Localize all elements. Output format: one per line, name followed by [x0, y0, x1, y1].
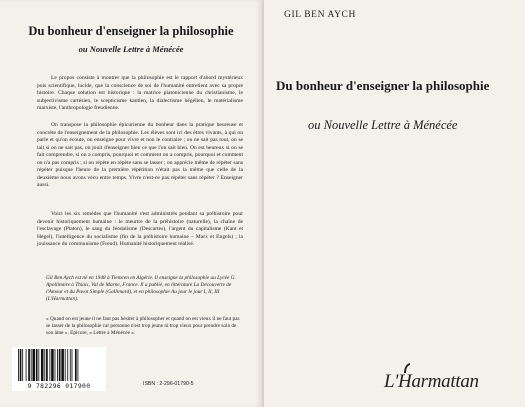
synopsis-paragraph-1: Le propos consiste à montrer que la philosophie est le rapport d'abord mystérieux puis scientifique, lucide, que la conscience de soi de l'humanité entretient avec sa propre histoire. Chaque solution est historique : la matrice platonicienne du christianisme, le subjectivisme cartésien, le scepticisme kantien, la dialectisme hégélien, le matérialisme marxiste, l'anthropologie freudienne. [37, 75, 243, 111]
synopsis-paragraph-2: On transpose la philosophie épicurienne du bonheur dans la pratique heureuse et concrète de l'enseignement de la philosophie. Les élèves sont ici des êtres vivants, à qui on parle et qu'on écoute, on enseigne pour vivre et non le contraire ; on ne sait pas tout, on se tait si on ne sait pas, on jouit d'enseigner bien ce que l'on sait bien. On est heureux si on se fait comprendre, si on a compris, pourquoi et comment on a compris, pourquoi et comment on n'a pas compris ; si on répète en répète sans se lasser ; on apprécie même de répéter sans répéter puisque l'heure de la première répétition n'était pas la même que celle de la deuxième nous avons vécu entre temps. Vivre n'est-ce pas répéter sans répéter ? Enseigner aussi. [37, 122, 243, 188]
barcode-digits: 9 782296 017900 [27, 383, 91, 390]
back-cover-subtitle: ou Nouvelle Lettre à Ménécée [78, 44, 184, 54]
back-cover-title: Du bonheur d'enseigner la philosophie [28, 24, 234, 38]
front-cover [264, 0, 525, 407]
isbn-label: ISBN : 2-296-01790-5 [143, 381, 194, 387]
synopsis-paragraph-3: Voici les six remèdes que l'humanité s'est administrés pendant sa préhistoire pour devenir historiquement humaine : le meurtre de la préhistoire (naturelle), la chaîne de l'esclavage (Platon), le sang du féodalisme (Descartes), l'argent du capitalisme (Kant et Hegel), l'intelligence du socialisme (fin de la préhistoire humaine – Marx et Engels) ; la jouissance du communisme (Freud). Humanité historiquement réalisé. [37, 211, 243, 247]
author-name: GIL BEN AYCH [284, 10, 356, 20]
barcode [12, 347, 106, 391]
front-cover-title: Du bonheur d'enseigner la philosophie [276, 78, 490, 93]
back-cover [0, 0, 262, 407]
front-cover-subtitle: ou Nouvelle Lettre à Ménécée [308, 118, 458, 132]
barcode-bars-icon [12, 347, 106, 383]
publisher-name: L'Harmattan [384, 371, 479, 392]
epicurus-quote: « Quand on est jeune il ne faut pas hésiter à philosopher et quand on est vieux il ne faut pas se lasser de la philosophie car personne n'est trop jeune ni trop vieux pour prendre soin de son âme ». Epicure, « Lettre à Ménécée ». [46, 316, 240, 336]
author-bio: Gil Ben Aych est né en 1948 à Tlemcen en Algérie. Il enseigne la philosophie au Lycée G. Apollinaire à Thiais, Val de Marne, France. Il a publié, en littérature La Découverte de l'Amour et du Pavot Simple (Gallimard), et en philosophie Au jour le jour I, II, III (L'Harmattan). [46, 275, 236, 302]
